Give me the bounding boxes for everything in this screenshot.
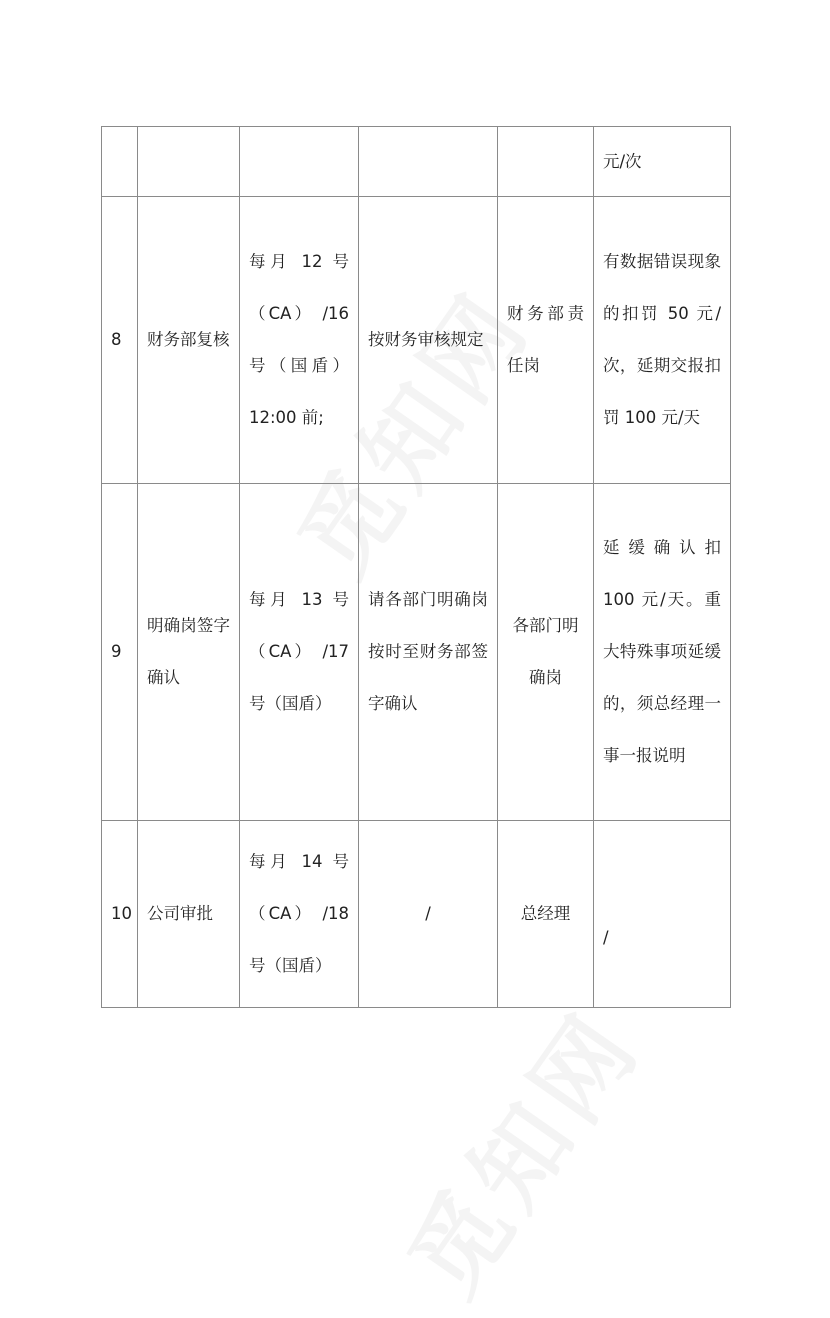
requirement-cell [359,127,498,197]
row-number: 9 [102,484,138,821]
time-text: 每月 13 号（CA） /17 号（国盾） [249,590,349,713]
penalty-text: 元/次 [603,151,642,171]
penalty-cell [594,484,731,821]
step-cell [138,197,240,484]
row-number: 10 [102,821,138,1008]
requirement-cell [359,821,498,1008]
responsible-cell [498,484,594,821]
table-row [102,484,731,821]
requirement-text: 请各部门明确岗按时至财务部签字确认 [368,590,488,713]
table-row [102,821,731,1008]
step-cell [138,484,240,821]
penalty-cell [594,127,731,197]
watermark [372,979,667,1318]
time-cell [240,484,359,821]
penalty-text: / [603,928,609,947]
process-table [101,126,731,1008]
penalty-cell [594,821,731,1008]
step-cell [138,127,240,197]
time-cell [240,821,359,1008]
responsible-text: 各部门明确岗 [512,616,579,687]
time-text: 每月 12 号（CA） /16 号（国盾） 12:00 前; [249,252,349,427]
responsible-cell [498,197,594,484]
row-number: 8 [102,197,138,484]
requirement-text: 按财务审核规定 [368,330,484,349]
responsible-cell [498,127,594,197]
step-text: 明确岗签字确认 [147,616,230,687]
step-text: 财务部复核 [147,330,230,349]
step-cell [138,821,240,1008]
penalty-cell [594,197,731,484]
time-cell [240,127,359,197]
penalty-text: 有数据错误现象的扣罚 50 元/次，延期交报扣罚 100 元/天 [603,252,721,427]
responsible-text: 总经理 [520,904,571,923]
requirement-text: / [425,904,431,923]
responsible-text: 财务部责任岗 [507,304,584,375]
penalty-text: 延缓确认扣 100 元/天。重大特殊事项延缓的，须总经理一事一报说明 [603,538,721,765]
responsible-cell [498,821,594,1008]
time-cell [240,197,359,484]
requirement-cell [359,197,498,484]
table-row [102,197,731,484]
table-row [102,127,731,197]
step-text: 公司审批 [147,904,213,923]
time-text: 每月 14 号（CA） /18 号（国盾） [249,852,349,975]
row-number [102,127,138,197]
requirement-cell [359,484,498,821]
